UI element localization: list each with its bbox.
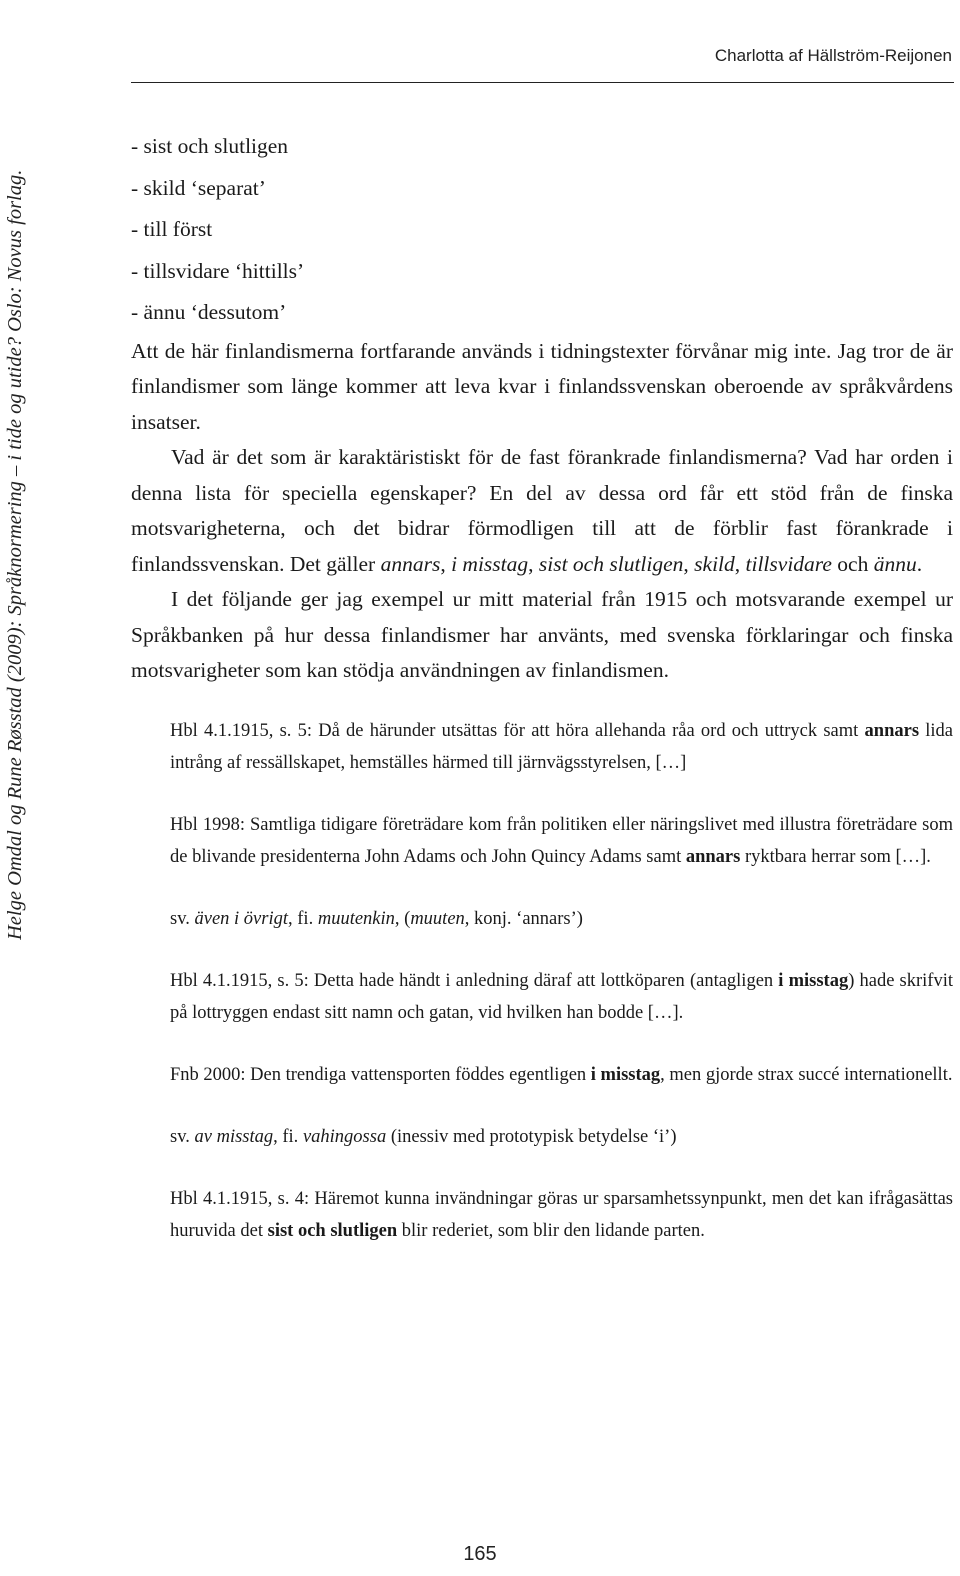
paragraph-1: Att de här finlandismerna fortfarande används i tidningstexter förvånar mig inte. Jag tror de är finlandismer som länge kommer att leva kvar i finlandssvenskan oberoende av språkvårdens insatser. — [131, 338, 953, 434]
example-quote: Hbl 1998: Samtliga tidigare företrädare kom från politiken eller näringslivet med illustra företrädare som de blivande presidenterna John Adams och John Quincy Adams samt annars ryktbara herrar som […]. — [170, 814, 953, 867]
main-content — [131, 126, 953, 1277]
list-item: - till först — [131, 217, 213, 241]
list-item: - skild ‘separat’ — [131, 175, 266, 200]
header-rule — [131, 82, 954, 83]
example-quote: Fnb 2000: Den trendiga vattensporten föddes egentligen i misstag, men gjorde strax succé internationellt. — [170, 1064, 953, 1085]
example-quote: Hbl 4.1.1915, s. 5: Då de härunder utsättas för att höra allehanda råa ord och uttryck samt annars lida intrång af ressällskapet, hemställes härmed till järnvägsstyrelsen, […] — [170, 720, 953, 773]
list-item: - ännu ‘dessutom’ — [131, 300, 287, 324]
gloss-line: sv. även i övrigt, fi. muutenkin, (muuten, konj. ‘annars’) — [170, 908, 583, 929]
running-header-author: Charlotta af Hällström-Reijonen — [714, 46, 952, 65]
gloss-line: sv. av misstag, fi. vahingossa (inessiv med prototypisk betydelse ‘i’) — [170, 1126, 677, 1147]
page-number: 165 — [463, 1543, 497, 1565]
citation-side-note: Helge Omdal og Rune Røsstad (2009): Språknormering – i tide og utide? Oslo: Novus forlag. — [4, 169, 26, 940]
paragraph-3: I det följande ger jag exempel ur mitt material från 1915 och motsvarande exempel ur Språkbanken på hur dessa finlandismer har använts, med svenska förklaringar och finska motsvarigheter som kan stödja användningen av finlandismen. — [131, 587, 953, 682]
example-quote: Hbl 4.1.1915, s. 5: Detta hade händt i anledning däraf att lottköparen (antagligen i misstag) hade skrifvit på lottryggen endast sitt namn och gatan, vid hvilken han bodde […]. — [170, 970, 953, 1023]
finlandism-list — [131, 126, 953, 334]
example-quote: Hbl 4.1.1915, s. 4: Häremot kunna invändningar göras ur sparsamhetssynpunkt, men det kan ifrågasättas huruvida det sist och slutligen blir rederiet, som blir den lidande parten. — [170, 1188, 953, 1241]
list-item: - tillsvidare ‘hittills’ — [131, 258, 305, 283]
paragraph-2: Vad är det som är karaktäristiskt för de fast förankrade finlandismerna? Vad har orden i denna lista för speciella egenskaper? En del av dessa ord får ett stöd från de finska motsvarigheterna, och det bidrar förmodligen till att de förblir fast förankrade i finlandssvenskan. Det gäller annars, i misstag, sist och slutligen, skild, tillsvidare och ännu. — [131, 445, 953, 576]
examples-block — [170, 715, 953, 1247]
list-item: - sist och slutligen — [131, 134, 289, 158]
side-margin — [0, 0, 30, 940]
